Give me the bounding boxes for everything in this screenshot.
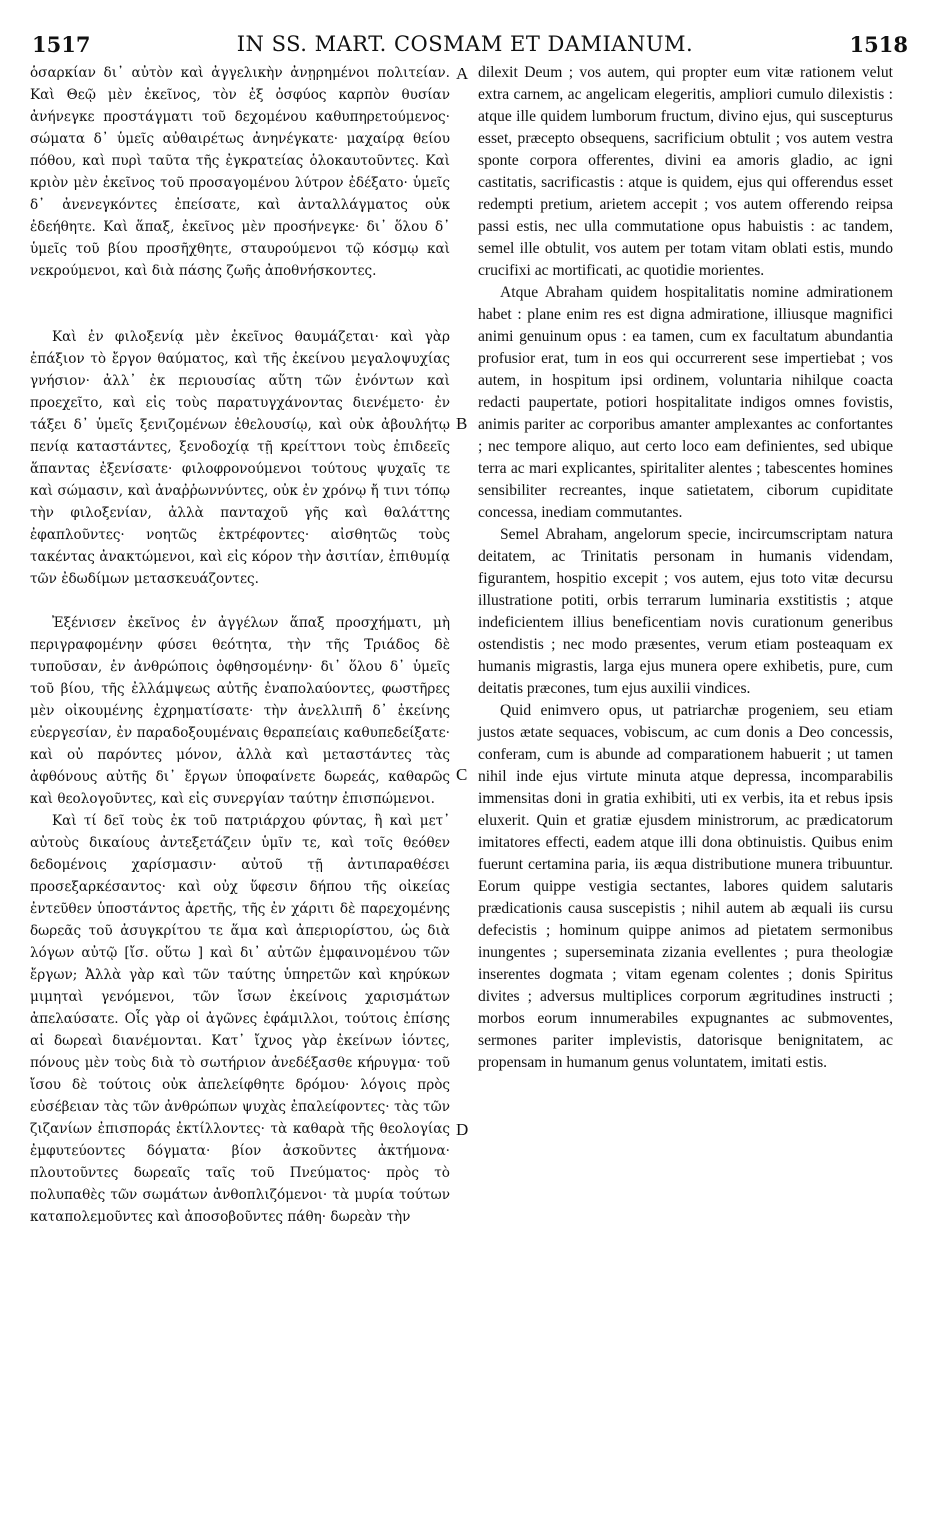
margin-letter-d: D [456,1120,469,1139]
greek-paragraph-2: Καὶ ἐν φιλοξενίᾳ μὲν ἐκεῖνος θαυμάζεται· καὶ γὰρ ἐπάξιον τὸ ἔργον θαύματος, καὶ τῆς ἐκείνου μεγαλοψυχίας γνήσιον· ἀλλ᾽ ἐκ περιουσίας αὕτη τῶν ἐνόντων καὶ προεχεῖτο, καὶ εἰς τοὺς παρατυγχάνοντας διενέμετο· ἐν τάξει δ᾽ ὑμεῖς ξενιζομένων ἐθελουσίῳ, καὶ οὐκ ἀβουλήτῳ πενίᾳ καταστάντες, ξενοδοχίᾳ τῇ κρείττονι τοὺς ἐπιδεεῖς ἅπαντας ἐξενίσατε· φιλοφρονούμενοι τούτους ψυχαῖς τε καὶ σώμασιν, καὶ ἀναῤῥωννύντες, οὐκ ἐν χρόνῳ ἤ τινι τόπῳ τὴν φιλοξενίαν, ἀλλὰ πανταχοῦ γῆς καὶ θαλάττης ἐφαπλοῦντες· νοητῶς ἐκτρέφοντες· αἰσθητῶς τοὺς τακέντας ἀνακτώμενοι, καὶ εἰς κόρον τὴν ἀσιτίαν, ἐπιθυμίᾳ τῶν ἐδωδίμων μετασκευάζοντες. [30,329,450,587]
running-title: IN SS. MART. COSMAM ET DAMIANUM. [236,32,694,56]
latin-paragraph-1: dilexit Deum ; vos autem, qui propter eum vitæ rationem velut extra carnem, ac angelicam elegeritis, ampliori cumulo dilexistis : atque ille quidem lumborum fructum, divino ejus, qui suscepturus esset, præcepto obsequens, sacrificium obtulit ; vos autem vestra sponte corpora offerentes, divini ea amoris gladio, ac igni castitatis, sacrificastis : atque is quidem, ejus qui offerendus esset redempti pretium, arietem accepit ; vos autem offerendo reipsa passi estis, nec ulla commutatione opus habuistis : ac tandem, semel ille obtulit, vos autem per totam vitam oblati estis, mundo crucifixi ac mortificati, ac quotidie morientes. [478,64,893,279]
greek-paragraph-1: ὁσαρκίαν δι᾽ αὐτὸν καὶ ἀγγελικὴν ἀνῃρημένοι πολιτείαν. Καὶ Θεῷ μὲν ἐκεῖνος, τὸν ἐξ ὀσφύος καρπὸν θυσίαν ἀνήνεγκε προστάγματι τοῦ δεχομένου καθυπηρετούμενος· σώματα δ᾽ ὑμεῖς αὐθαιρέτως ἀνηνέγκατε· μαχαίρᾳ θείου πόθου, καὶ πυρὶ ταῦτα τῆς ἐγκρατείας ὁλοκαυτοῦντες. Καὶ κριὸν μὲν ἐκεῖνος τοῦ προσαγομένου λύτρον ἐδέξατο· ὑμεῖς δ᾽ ἀνενεγκόντες ἐπείσατε, καὶ ἀνταλλάγματος οὐκ ἐδεήθητε. Καὶ ἅπαξ, ἐκεῖνος μὲν προσήνεγκε· δι᾽ ὅλου δ᾽ ὑμεῖς τοῦ βίου προσῆχθητε, σταυρούμενοι τῷ κόσμῳ καὶ νεκρούμενοι, καὶ διὰ πάσης ζωῆς ἀποθνήσκοντες. [30,65,450,279]
margin-letter-b: B [456,414,468,433]
page-number-left: 1517 [32,32,91,57]
latin-paragraph-4: Quid enimvero opus, ut patriarchæ progeniem, seu etiam justos ætate sequaces, vobiscum, ac cum donis a Deo concessis, conferam, cum is abunde ad comparationem habuerit ; ut tamen nihil inde ejus virtute minuta atque depressa, incomparabilis immensitas doni in gratia exhibiti, uti ex verbis, ita et rebus ipsis eluxerit. Quin et gratiæ ejusdem ministrorum, ac prædicatorum imitatores effecti, eadem atque illi dona obtinuistis. Quibus enim fuerunt certamina paria, iis æqua distributione munera tribuuntur. Eorum quippe vestigia sectantes, labores quidem salutaris prædicationis causa suscepistis ; nihil autem ab æquali iis cursu defecistis ; hominum quippe animos ad pietatem sermonibus inungentes ; superseminata zizania evellentes ; pura theologiæ inserentes dogmata ; vitam egenam colentes ; donis Spiritus divites ; adversus multiplices corporum ægritudines instructi ; morbos eorum innumerabiles expugnantes ac submoventes, sermones pariter implevistis, datorisque benignitatem, ac propensam in humanum genus voluntatem, imitati estis. [478,702,893,1071]
latin-column [478,62,893,1074]
greek-paragraph-3: Ἐξένισεν ἐκεῖνος ἐν ἀγγέλων ἅπαξ προσχήματι, μὴ περιγραφομένην φύσει θεότητα, τὴν τῆς Τριάδος δὲ τυποῦσαν, ἐν ἀνθρώποις ὀφθησομένην· δι᾽ ὅλου δ᾽ ὑμεῖς τοῦ βίου, τῆς ἐλλάμψεως αὐτῆς ἐναπολαύοντες, φωστῆρες μὲν οἰκουμένης ἐχρηματίσατε· τὴν ἀνελλιπῆ δ᾽ ἐκείνης εὐεργεσίαν, ἐν παραδοξουμέναις θεραπείαις καθυπεδείξατε· καὶ οὐ παρόντες μόνον, ἀλλὰ καὶ μεταστάντες τὰς ἀφθόνους αὐτῆς δι᾽ ἔργων ὑποφαίνετε δωρεάς, καθαρῶς καὶ θεολογοῦντες, καὶ εἰς συνεργίαν ταύτην ἐπισπώμενοι. [30,615,450,807]
latin-paragraph-3: Semel Abraham, angelorum specie, incircumscriptam natura deitatem, ac Trinitatis personam in humanis videndam, figurantem, hospitio excepit ; vos autem, ejus toto vitæ decursu illustratione potiti, orbis terrarum luminaria exstitistis ; atque indeficientem illius beneficentiam novis curationum generibus ostendistis ; nec modo præsentes, verum etiam posteaquam ex humanis migrastis, larga ejus munera opere exhibetis, pure, cum deitatis præcones, tum ejus auxilii vindices. [478,526,893,697]
page-number-right: 1518 [849,32,908,57]
page-header [20,32,910,66]
margin-letter-a: A [456,64,469,83]
greek-column [30,62,450,1228]
latin-paragraph-2: Atque Abraham quidem hospitalitatis nomine admirationem habet : plane enim res est digna admiratione, illiusque magnifici animi genuinum opus : ea tamen, cum ex facultatum abundantia profusior erat, tum in eos qui occurrerent sese impertiebat ; vos autem, in hospitum ipsi ordinem, voluntaria nihilque coacta redacti paupertate, potiori hospitalitate indigos omnes fovistis, animis pariter ac corporibus amanter amplexantes ac confortantes ; nec tempore aliquo, aut certo loco eam definientes, sed ubique terra ac mari explicantes, spiritaliter alentes ; tabescentes homines sensibiliter recreantes, inque satietatem, ciborum cupiditate concessa, inediam commutantes. [478,284,893,521]
margin-letter-c: C [456,765,468,784]
greek-paragraph-4: Καὶ τί δεῖ τοὺς ἐκ τοῦ πατριάρχου φύντας, ἢ καὶ μετ᾽ αὐτοὺς δικαίους ἀντεξετάζειν ὑμῖν τε, καὶ τοῖς θεόθεν δεδομένοις χαρίσμασιν· αὐτοῦ τῇ ἀντιπαραθέσει προσεξαρκέσαντος· καὶ οὐχ ὕφεσιν δήπου τῆς οἰκείας ἐντεῦθεν ὑποστάντος ἀρετῆς, τῆς ἐν χάριτι δὲ παρεχομένης δωρεᾶς τοῦ ἀσυγκρίτου τε ἅμα καὶ ἀπεριορίστου, ὡς διὰ λόγων αὐτῷ [ἴσ. οὕτω ] καὶ δι᾽ αὐτῶν ἐμφαινομένου τῶν ἔργων; Ἀλλὰ γὰρ καὶ τῶν ταύτης ὑπηρετῶν καὶ κηρύκων μιμηταὶ γενόμενοι, τῶν ἴσων ἐκείνοις χαρισμάτων ἀπελαύσατε. Οἷς γὰρ οἱ ἀγῶνες ἐφάμιλλοι, τούτοις ἐπίσης αἱ δωρεαὶ διανέμονται. Κατ᾽ ἴχνος γὰρ ἐκείνων ἰόντες, πόνους μὲν τοὺς διὰ τὸ σωτήριον ἀνεδέξασθε κήρυγμα· τοῦ ἴσου δὲ τούτοις οὐκ ἀπελείφθητε δρόμου· λόγοις πρὸς εὐσέβειαν τὰς τῶν ἀνθρώπων ψυχὰς ἐπαλείφοντες· τὰς τῶν ζιζανίων ἐπισποράς ἐκτίλλοντες· τὰ καθαρὰ τῆς θεολογίας ἐμφυτεύοντες δόγματα· βίον ἀσκοῦντες ἀκτήμονα· πλουτοῦντες δωρεαῖς ταῖς τοῦ Πνεύματος· πρὸς τὸ πολυπαθὲς τῶν σωμάτων ἀνθοπλιζόμενοι· τὰ μυρία τούτων καταπολεμοῦντες καὶ ἀποσοβοῦντες πάθη· δωρεὰν τὴν [30,813,450,1225]
